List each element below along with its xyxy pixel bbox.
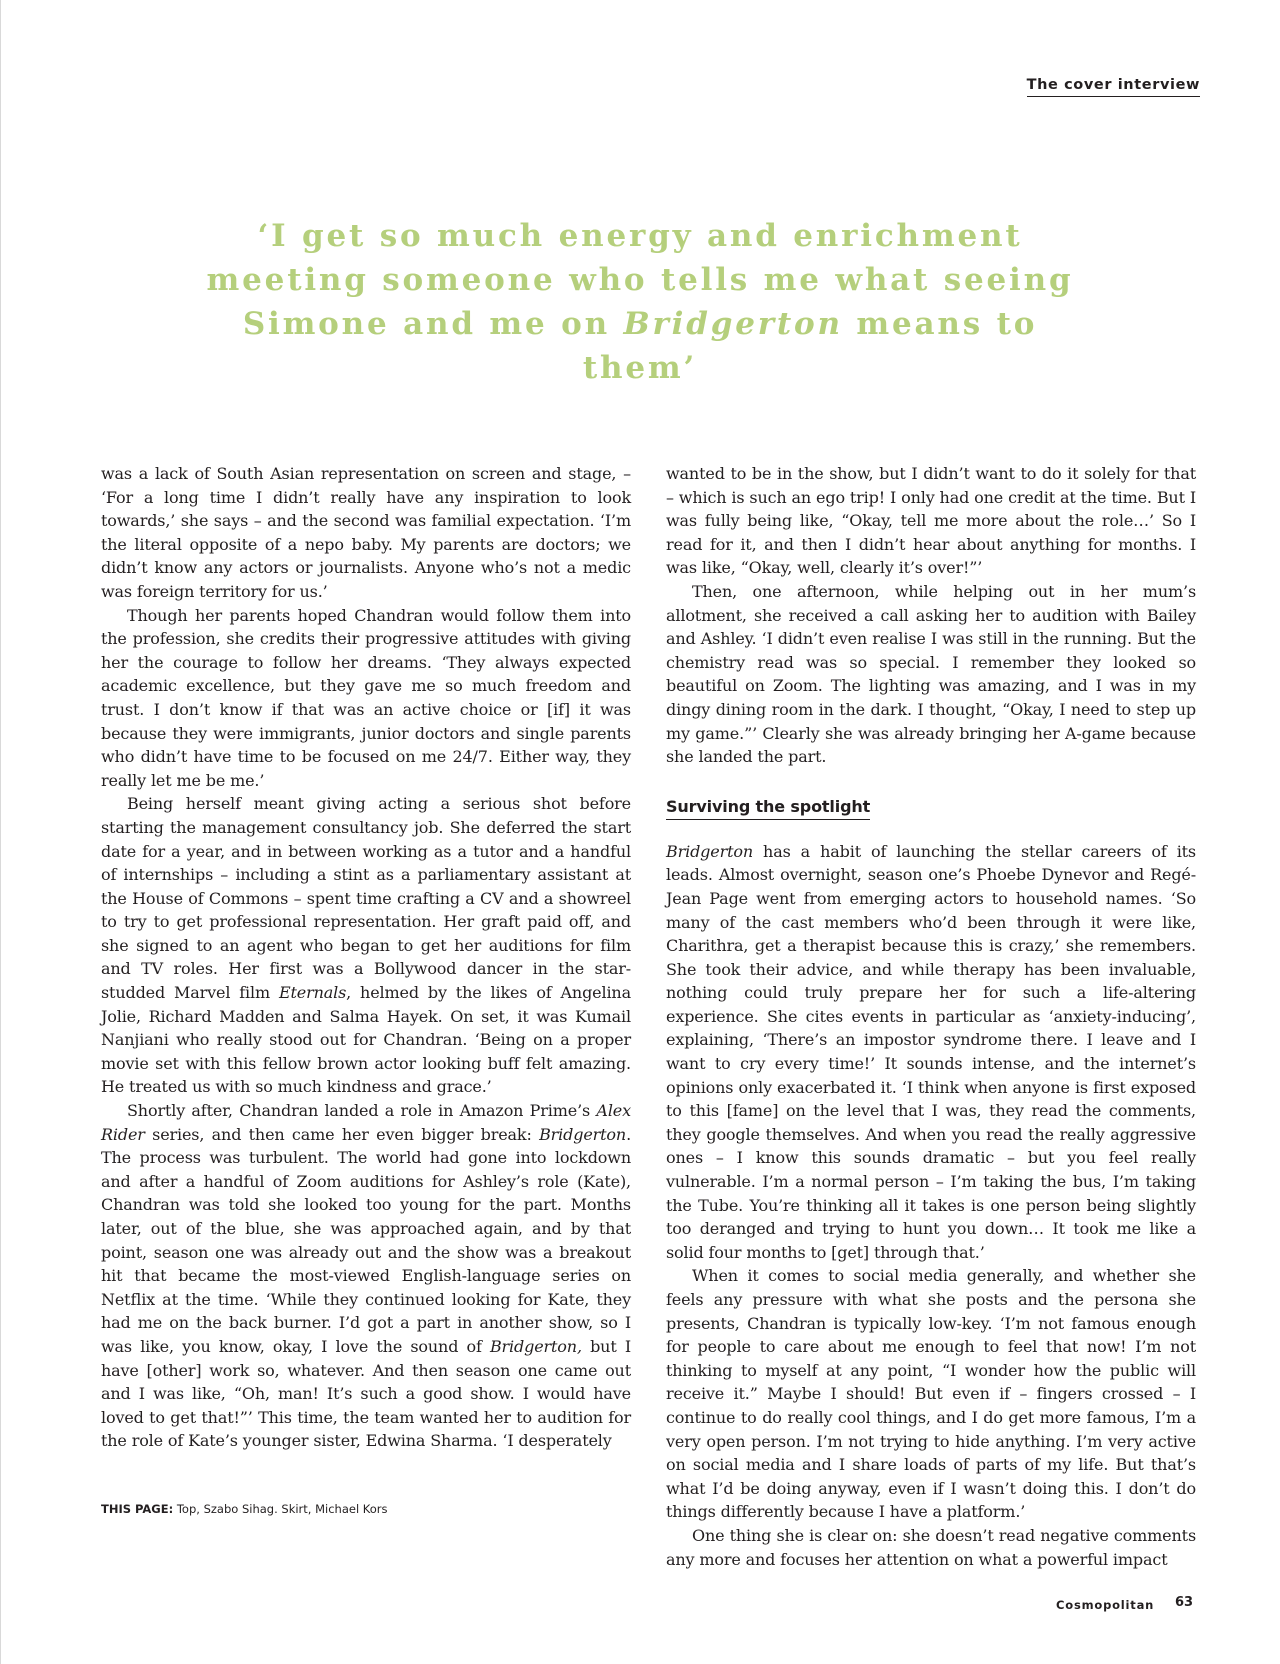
pull-quote xyxy=(180,214,1100,390)
pull-quote-text-end: means to them’ xyxy=(582,306,1038,386)
section-label: The cover interview xyxy=(1027,77,1200,97)
article-column-right xyxy=(666,462,1196,1571)
page-edge-rule xyxy=(0,0,1,1664)
subhead-wrapper xyxy=(666,769,1196,840)
pull-quote-show-title: Bridgerton xyxy=(623,306,843,342)
paragraph: Bridgerton has a habit of launching the stellar careers of its leads. Almost overnight, season one’s Phoebe Dynevor and Regé-Jean Page went from emerging actors to household names. ‘So many of the cast members who’d been through it were like, Charithra, get a therapist because this is crazy,’ she remembers. She took their advice, and while therapy has been invaluable, nothing could truly prepare her for such a life-altering experience. She cites events in particular as ‘anxiety-inducing’, explaining, ‘There’s an impostor syndrome there. I leave and I want to cry every time!’ It sounds intense, and the internet’s opinions only exacerbated it. ‘I think when anyone is first exposed to this [fame] on the level that I was, they read the comments, they google themselves. And when you read the really aggressive ones – I know this sounds dramatic – but you feel really vulnerable. I’m a normal person – I’m taking the bus, I’m taking the Tube. You’re thinking all it takes is one person being slightly too deranged and trying to hunt you down… It took me like a solid four months to [get] through that.’ xyxy=(666,841,1196,1262)
subhead: Surviving the spotlight xyxy=(666,797,870,820)
paragraph: Then, one afternoon, while helping out in her mum’s allotment, she received a call asking her to audition with Bailey and Ashley. ‘I didn’t even realise I was still in the running. But the chemistry read was so special. I remember they looked so beautiful on Zoom. The lighting was amazing, and I was in my dingy dining room in the dark. I thought, “Okay, I need to step up my game.”’ Clearly she was already bringing her A-game because she landed the part. xyxy=(666,581,1196,767)
paragraph: Being herself meant giving acting a serious shot before starting the management consultancy job. She deferred the start date for a year, and in between working as a tutor and a handful of internships – including a stint as a parliamentary assistant at the House of Commons – spent time crafting a CV and a showreel to try to get professional representation. Her graft paid off, and she signed to an agent who began to get her auditions for film and TV roles. Her first was a Bollywood dancer in the star-studded Marvel film Eternals, helmed by the likes of Angelina Jolie, Richard Madden and Salma Hayek. On set, it was Kumail Nanjiani who really stood out for Chandran. ‘Being on a proper movie set with this fellow brown actor looking buff felt amazing. He treated us with so much kindness and grace.’ xyxy=(101,794,631,1097)
paragraph: Shortly after, Chandran landed a role in Amazon Prime’s Alex Rider series, and then came her even bigger break: Bridgerton. The process was turbulent. The world had gone into lockdown and after a handful of Zoom auditions for Ashley’s role (Kate), Chandran was told she looked too young for the part. Months later, out of the blue, she was approached again, and by that point, season one was already out and the show was a breakout hit that became the most-viewed English-language series on Netflix at the time. ‘While they continued looking for Kate, they had me on the back burner. I’d got a part in another show, so I was like, you know, okay, I love the sound of Bridgerton, but I have [other] work so, whatever. And then season one came out and I was like, “Oh, man! It’s such a good show. I would have loved to get that!”’ This time, the team wanted her to audition for the role of Kate’s younger sister, Edwina Sharma. ‘I desperately xyxy=(101,1101,631,1451)
page-number: 63 xyxy=(1175,1595,1194,1610)
paragraph: One thing she is clear on: she doesn’t read negative comments any more and focuses her attention on what a powerful impact xyxy=(666,1525,1196,1569)
photo-credit-label: THIS PAGE: xyxy=(101,1502,174,1516)
paragraph: wanted to be in the show, but I didn’t want to do it solely for that – which is such an ego trip! I only had one credit at the time. But I was fully being like, “Okay, tell me more about the role…’ So I read for it, and then I didn’t hear about anything for months. I was like, “Okay, well, clearly it’s over!”’ xyxy=(666,464,1196,578)
paragraph: Though her parents hoped Chandran would follow them into the profession, she credits their progressive attitudes with giving her the courage to follow her dreams. ‘They always expected academic excellence, but they gave me so much freedom and trust. I don’t know if that was an active choice or [if] it was because they were immigrants, junior doctors and single parents who didn’t have time to be focused on me 24/7. Either way, they really let me be me.’ xyxy=(101,605,631,790)
photo-credit xyxy=(101,1502,388,1516)
article-column-left xyxy=(101,462,631,1453)
paragraph: was a lack of South Asian representation on screen and stage, – ‘For a long time I didn’t really have any inspiration to look towards,’ she says – and the second was familial expectation. ‘I’m the literal opposite of a nepo baby. My parents are doctors; we didn’t know any actors or journalists. Anyone who’s not a medic was foreign territory for us.’ xyxy=(101,464,631,601)
footer-magazine-name: Cosmopolitan xyxy=(1056,1598,1155,1612)
pull-quote-text: ‘I get so much energy and enrichment meeting someone who tells me what seeing Simone and me on xyxy=(206,218,1074,342)
photo-credit-text: Top, Szabo Sihag. Skirt, Michael Kors xyxy=(173,1502,388,1516)
paragraph: When it comes to social media generally, and whether she feels any pressure with what she posts and the persona she presents, Chandran is typically low-key. ‘I’m not famous enough for people to care about me enough to feel that now! I’m not thinking to myself at any point, “I wonder how the public will receive it.” Maybe I should! But even if – fingers crossed – I continue to do really cool things, and I do get more famous, I’m a very open person. I’m not trying to hide anything. I’m very active on social media and I share loads of parts of my life. But that’s what I’d be doing anyway, even if I wasn’t doing this. I don’t do things differently because I have a platform.’ xyxy=(666,1266,1196,1522)
